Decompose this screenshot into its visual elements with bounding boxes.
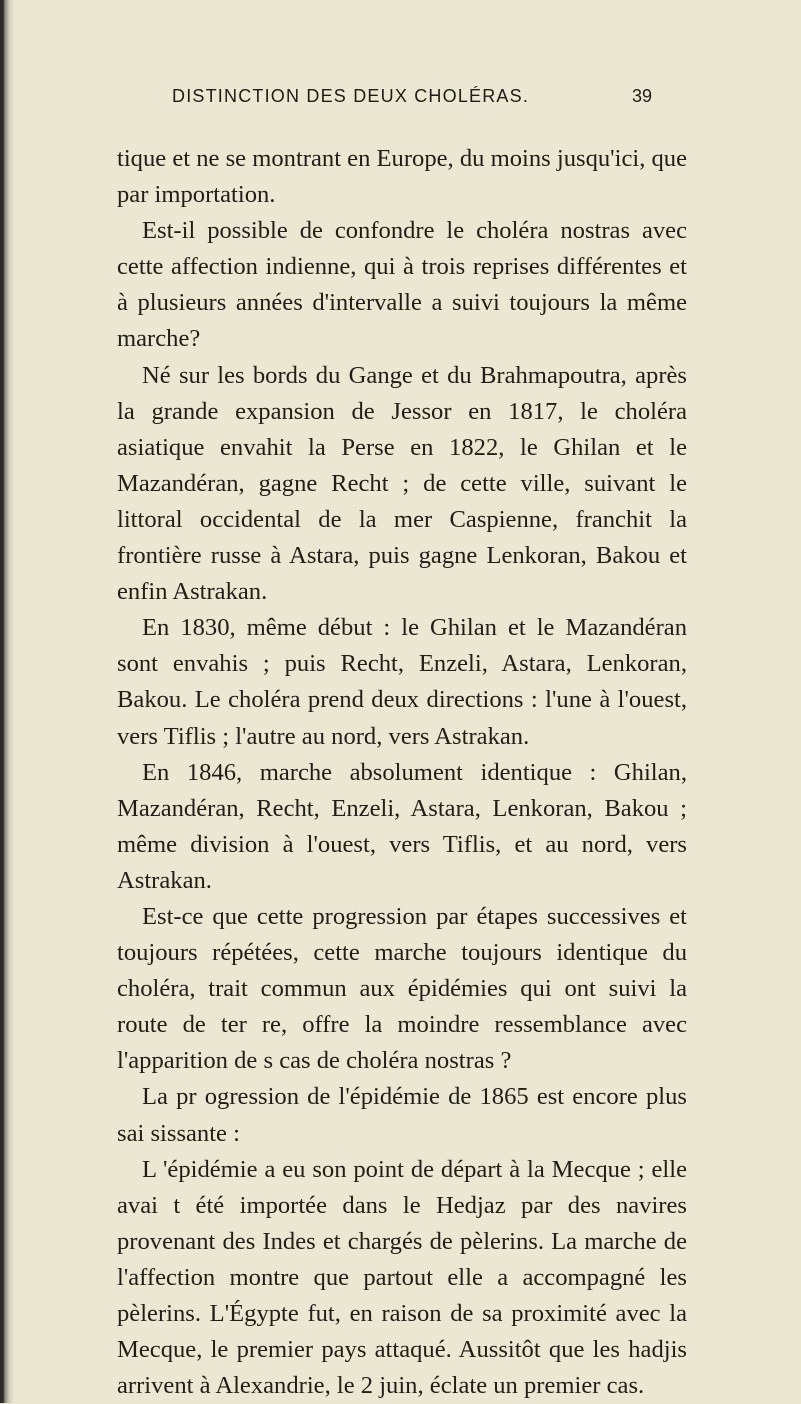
paragraph-1817-epidemic: Né sur les bords du Gange et du Brahmapoutra, après la grande expansion de Jessor en 1817, le choléra asiatique envahit la Perse en 1822, le Ghilan et le Mazandéran, gagne Recht ; de cette ville, suivant le littoral occidental de la mer Caspienne, franchit la frontière russe à Astara, puis gagne Lenkoran, Bakou et enfin Astrakan. — [117, 361, 687, 606]
page-number: 39 — [631, 86, 652, 106]
paragraph-continuation: tique et ne se montrant en Europe, du moins jusqu'ici, que par importation. — [117, 145, 687, 209]
paragraph-1865-mecque: L 'épidémie a eu son point de départ à la Mecque ; elle avai t été importée dans le Hedjaz par des navires provenant des Indes et chargés de pèlerins. La marche de l'affection montre que partout elle a accompagné les pèlerins. L'Égypte fut, en raison de sa proximité avec la Mecque, le premier pays attaqué. Aussitôt que les hadjis arrivent à Alexandrie, le 2 juin, éclate un premier cas. — [117, 1155, 687, 1400]
paragraph-1865-intro: La pr ogression de l'épidémie de 1865 est encore plus sai sissante : — [117, 1083, 687, 1147]
paragraph-progression-question: Est-ce que cette progression par étapes successives et toujours répétées, cette marche toujours identique du choléra, trait commun aux épidémies qui ont suivi la route de ter re, offre la moindre ressemblance avec l'apparition de s cas de choléra nostras ? — [117, 902, 687, 1075]
paragraph-1830-epidemic: En 1830, même début : le Ghilan et le Mazandéran sont envahis ; puis Recht, Enzeli, Astara, Lenkoran, Bakou. Le choléra prend deux directions : l'une à l'ouest, vers Tiflis ; l'autre au nord, vers Astrakan. — [117, 614, 687, 750]
running-title: DISTINCTION DES DEUX CHOLÉRAS. — [172, 86, 530, 106]
page-binding-edge — [0, 0, 14, 1403]
paragraph-1846-epidemic: En 1846, marche absolument identique : Ghilan, Mazandéran, Recht, Enzeli, Astara, Lenkoran, Bakou ; même division à l'ouest, vers Tiflis, et au nord, vers Astrakan. — [117, 758, 687, 894]
body-text — [117, 141, 687, 1404]
paragraph-question-nostras: Est-il possible de confondre le choléra nostras avec cette affection indienne, qui à trois reprises différentes et à plusieurs années d'intervalle a suivi toujours la même marche? — [117, 217, 687, 353]
running-header — [172, 86, 652, 116]
